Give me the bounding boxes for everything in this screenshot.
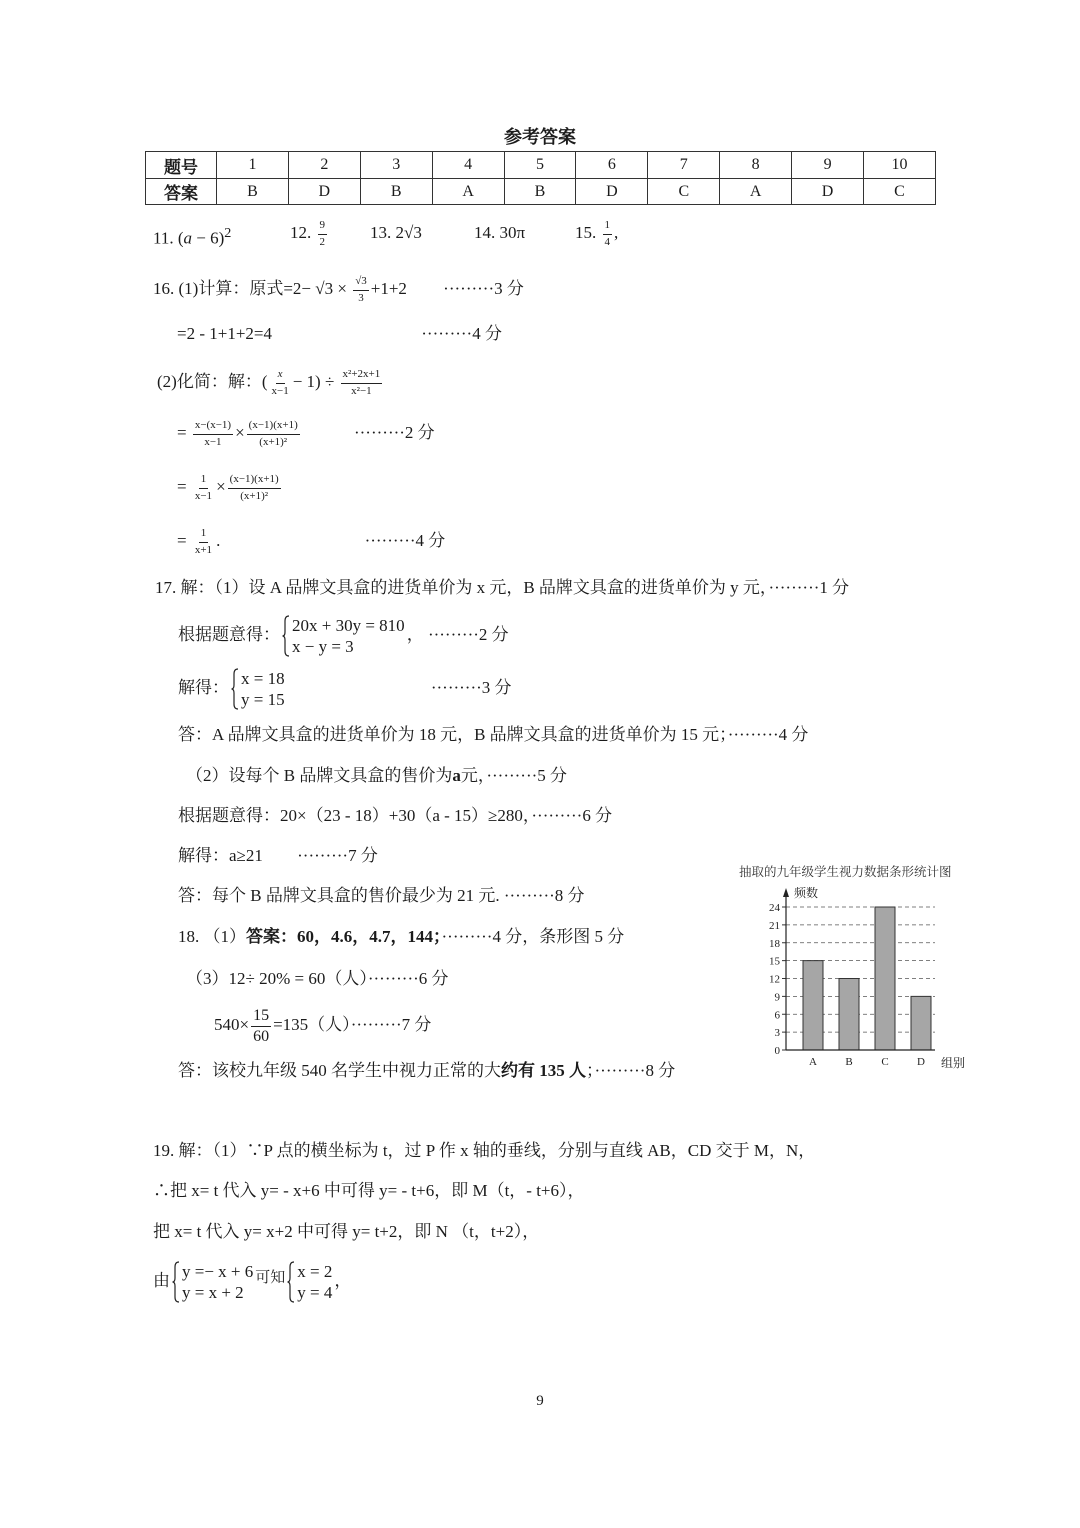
y-tick-label: 24	[769, 902, 780, 914]
q19-l2-text: ∴把 x= t 代入 y= - x+6 中可得 y= - t+6，即 M（t，- t+6），	[153, 1181, 585, 1200]
question-number: 7	[648, 152, 720, 179]
row-label: 题号	[146, 152, 217, 179]
q17-line-8	[178, 876, 585, 916]
equations	[182, 1261, 253, 1303]
q17-line-7	[178, 836, 378, 876]
comma: ，	[334, 1271, 352, 1290]
page-number: 9	[536, 1393, 544, 1409]
q16-l2-text: =2 - 1+1+2=4	[177, 324, 273, 343]
question-number: 8	[720, 152, 792, 179]
answer-cell: D	[576, 179, 648, 205]
q18-l1-text: 18. （1）	[178, 927, 246, 946]
score-note: ·········5 分	[486, 766, 568, 785]
x-tick-label: C	[881, 1056, 889, 1068]
fraction	[318, 219, 328, 250]
q12-label: 12.	[290, 223, 312, 242]
q13-answer	[370, 213, 422, 253]
fraction	[353, 275, 369, 306]
q14-answer	[474, 213, 525, 253]
question-number: 4	[432, 152, 504, 179]
equation-system	[282, 615, 405, 657]
answer-cell: D	[792, 179, 864, 205]
q18-l2-text: （3）12÷ 20% = 60（人）	[186, 969, 368, 988]
y-axis-arrow	[783, 888, 789, 897]
q16-l3-text: (2)化简：解：(	[157, 372, 268, 391]
q16-line-1	[153, 269, 524, 309]
answer-cell: C	[648, 179, 720, 205]
question-number: 9	[792, 152, 864, 179]
score-note: ·········6 分	[531, 806, 613, 825]
bar-D	[911, 996, 931, 1050]
denominator: (x+1)²	[240, 489, 269, 502]
q19-l3-text: 把 x= t 代入 y= x+2 中可得 y= t+2，即 N （t，t+2），	[153, 1222, 540, 1241]
denominator: x²−1	[351, 384, 372, 397]
question-number: 10	[864, 152, 936, 179]
q18-l4-bold: 约有 135 人	[501, 1061, 586, 1080]
left-brace-icon	[231, 668, 239, 710]
q17-line-1	[155, 568, 849, 608]
x-tick-label: D	[917, 1056, 925, 1068]
equations	[292, 615, 405, 657]
equation: x = 18	[241, 669, 285, 689]
answer-cell: A	[432, 179, 504, 205]
left-brace-icon	[287, 1261, 295, 1303]
q16-line-3	[157, 362, 384, 402]
q15-label: 15.	[575, 223, 597, 242]
score-note: ·········2 分	[353, 423, 435, 442]
numerator: 9	[318, 219, 328, 235]
q11-var: a	[183, 228, 193, 248]
equations	[241, 668, 285, 710]
q17-l4-text: 答：A 品牌文具盒的进货单价为 18 元，B 品牌文具盒的进货单价为 15 元；	[178, 725, 728, 744]
q17-l7-text: 解得：a≥21	[178, 846, 263, 865]
equations	[297, 1261, 332, 1303]
q17-l5-tail: 元，	[460, 766, 487, 785]
question-number-row	[146, 152, 936, 179]
sqrt-expression: √3	[315, 279, 334, 298]
times-sign: ×	[337, 279, 347, 298]
q13-value: 2√3	[395, 223, 422, 242]
fraction	[193, 527, 214, 558]
equals-sign: =	[177, 423, 187, 442]
times-sign: ×	[235, 423, 245, 442]
y-axis-label: 频数	[794, 886, 819, 900]
numerator: x²+2x+1	[341, 368, 383, 384]
q17-line-6	[178, 796, 612, 836]
numerator: x	[276, 368, 285, 384]
denominator: x−1	[194, 489, 213, 502]
y-tick-label: 12	[769, 973, 780, 986]
fraction	[251, 1007, 271, 1045]
q12-answer	[290, 213, 329, 253]
denominator: x−1	[271, 384, 289, 397]
bar-chart	[730, 860, 970, 1080]
fraction	[193, 419, 233, 450]
q19-line-2	[153, 1171, 585, 1211]
numerator: (x−1)(x+1)	[247, 419, 300, 435]
left-brace-icon	[172, 1261, 180, 1303]
period: .	[216, 531, 221, 550]
score-note: ·········3 分	[430, 678, 512, 697]
score-note: ·········7 分	[350, 1015, 432, 1034]
left-brace-icon	[282, 615, 290, 657]
answer-row	[146, 179, 936, 205]
denominator: x+1	[194, 543, 213, 556]
q11-label: 11.	[153, 228, 174, 248]
numerator: 1	[603, 219, 613, 235]
fraction	[269, 368, 290, 399]
answer-cell: B	[360, 179, 432, 205]
score-note: ·········7 分	[297, 846, 378, 865]
page-title: 参考答案	[504, 127, 576, 147]
equation-system	[231, 668, 285, 710]
question-number: 1	[217, 152, 289, 179]
q19-l4-pre: 由	[153, 1271, 170, 1290]
q19-l1-text: 19. 解：（1）∵P 点的横坐标为 t，过 P 作 x 轴的垂线，分别与直线 AB，CD 交于 M，N，	[153, 1141, 816, 1160]
q11-answer	[153, 213, 231, 253]
q17-l1-text: 17. 解：（1）设 A 品牌文具盒的进货单价为 x 元，B 品牌文具盒的进货单价为 y 元，	[155, 578, 769, 597]
equals-sign: =	[177, 531, 187, 550]
equation: 20x + 30y = 810	[292, 616, 405, 636]
q18-answer-bold: 答案：60，4.6，4.7，144；	[246, 927, 442, 946]
answer-cell: B	[217, 179, 289, 205]
q19-line-3	[153, 1212, 539, 1252]
equation: y = 4	[297, 1283, 333, 1303]
score-note: ·········4 分	[364, 531, 446, 550]
bar-A	[803, 961, 823, 1050]
denominator: x−1	[204, 435, 222, 448]
q17-line-4	[178, 715, 808, 755]
chart-title: 抽取的九年级学生视力数据条形统计图	[739, 865, 952, 879]
score-note: ·········8 分	[594, 1061, 676, 1080]
y-tick-label: 3	[774, 1027, 780, 1040]
brace-path	[232, 669, 239, 709]
equation: y = x + 2	[182, 1283, 244, 1303]
q11-rest: − 6)	[196, 228, 225, 248]
equation: y = 15	[241, 690, 285, 710]
q16-l1-text: 16. (1)计算：原式=2−	[153, 279, 311, 298]
equation: y =− x + 6	[182, 1262, 254, 1282]
fill-in-answers-line	[153, 213, 653, 253]
question-number: 2	[288, 152, 360, 179]
fraction	[193, 473, 214, 504]
q14-value: 30π	[499, 223, 526, 242]
question-number: 5	[504, 152, 576, 179]
bar-B	[839, 979, 859, 1051]
y-tick-label: 9	[774, 991, 780, 1004]
q18-l3-text: 540×	[214, 1015, 250, 1034]
q17-l2-text: 根据题意得：	[178, 625, 280, 644]
q17-line-2	[178, 615, 509, 655]
y-tick-label: 6	[774, 1009, 780, 1022]
question-number: 3	[360, 152, 432, 179]
answer-cell: C	[864, 179, 936, 205]
answer-cell: B	[504, 179, 576, 205]
brace-path	[173, 1262, 180, 1302]
q17-line-3	[178, 668, 512, 708]
q16-l3-mid: − 1) ÷	[292, 372, 335, 391]
score-note: ·········4 分，条形图 5 分	[441, 927, 625, 946]
q18-line-1	[178, 917, 624, 957]
numerator: √3	[353, 275, 369, 291]
row-label: 答案	[146, 179, 217, 205]
bar-C	[875, 907, 895, 1050]
fraction	[247, 419, 300, 450]
y-tick-label: 0	[774, 1045, 780, 1057]
q11-open: (	[177, 228, 184, 248]
q18-line-4	[178, 1051, 675, 1091]
x-tick-label: B	[845, 1056, 853, 1068]
comma: ，	[406, 625, 424, 644]
brace-path	[283, 616, 290, 656]
score-note: ·········3 分	[443, 279, 524, 298]
x-tick-label: A	[809, 1056, 817, 1068]
score-note: ·········4 分	[421, 324, 502, 343]
q17-l6-text: 根据题意得：20×（23 - 18）+30（a - 15）≥280，	[178, 806, 532, 825]
q18-line-2	[186, 959, 449, 999]
score-note: ·········2 分	[427, 625, 509, 644]
x-axis-label: 组别	[941, 1056, 966, 1070]
denominator: 2	[319, 235, 325, 248]
denominator: 4	[604, 235, 610, 248]
numerator: 1	[199, 473, 209, 489]
q13-label: 13.	[370, 223, 392, 242]
equation-system	[287, 1261, 332, 1303]
equation: x − y = 3	[292, 637, 354, 657]
score-note: ·········1 分	[768, 578, 850, 597]
numerator: (x−1)(x+1)	[228, 473, 281, 489]
times-sign: ×	[216, 477, 226, 496]
q15-tail: ,	[614, 223, 619, 242]
numerator: x−(x−1)	[193, 419, 233, 435]
variable-a: a	[452, 766, 461, 785]
q18-line-3	[214, 1005, 431, 1045]
q16-line-2	[177, 314, 502, 354]
y-tick-label: 21	[769, 919, 780, 932]
q19-line-1	[153, 1131, 815, 1171]
q14-label: 14.	[474, 223, 496, 242]
q16-l1-tail: +1+2	[370, 279, 407, 298]
score-note: ·········4 分	[727, 725, 809, 744]
q16-line-6	[177, 521, 445, 561]
equation: x = 2	[297, 1262, 333, 1282]
q18-l4-text: 答：该校九年级 540 名学生中视力正常的大	[178, 1061, 501, 1080]
q18-l3-tail: =135（人）	[273, 1015, 351, 1034]
answer-cell: A	[720, 179, 792, 205]
q16-line-5	[177, 467, 283, 507]
fraction	[603, 219, 613, 250]
q17-l8-text: 答：每个 B 品牌文具盒的售价最少为 21 元.	[178, 886, 500, 905]
q11-exponent: 2	[224, 225, 232, 241]
q16-line-4	[177, 413, 435, 453]
q17-l5-text: （2）设每个 B 品牌文具盒的售价为	[186, 766, 453, 785]
score-note: ·········8 分	[503, 886, 585, 905]
fraction	[228, 473, 281, 504]
numerator: 1	[199, 527, 209, 543]
brace-path	[288, 1262, 295, 1302]
denominator: (x+1)²	[259, 435, 288, 448]
numerator: 15	[251, 1007, 271, 1027]
equals-sign: =	[177, 477, 187, 496]
score-note: ·········6 分	[367, 969, 449, 988]
q15-answer	[575, 213, 618, 253]
denominator: 3	[358, 291, 364, 304]
equation-system	[172, 1261, 253, 1303]
y-tick-label: 18	[769, 937, 780, 950]
y-tick-label: 15	[769, 955, 780, 968]
q17-l3-text: 解得：	[178, 678, 229, 697]
answer-table	[145, 151, 936, 205]
fraction	[341, 368, 383, 399]
answer-cell: D	[288, 179, 360, 205]
q19-line-4	[153, 1258, 352, 1303]
q18-l4-tail: ；	[586, 1061, 595, 1080]
q17-line-5	[186, 756, 567, 796]
q19-l4-mid: 可知	[255, 1270, 286, 1286]
denominator: 60	[253, 1027, 270, 1045]
question-number: 6	[576, 152, 648, 179]
